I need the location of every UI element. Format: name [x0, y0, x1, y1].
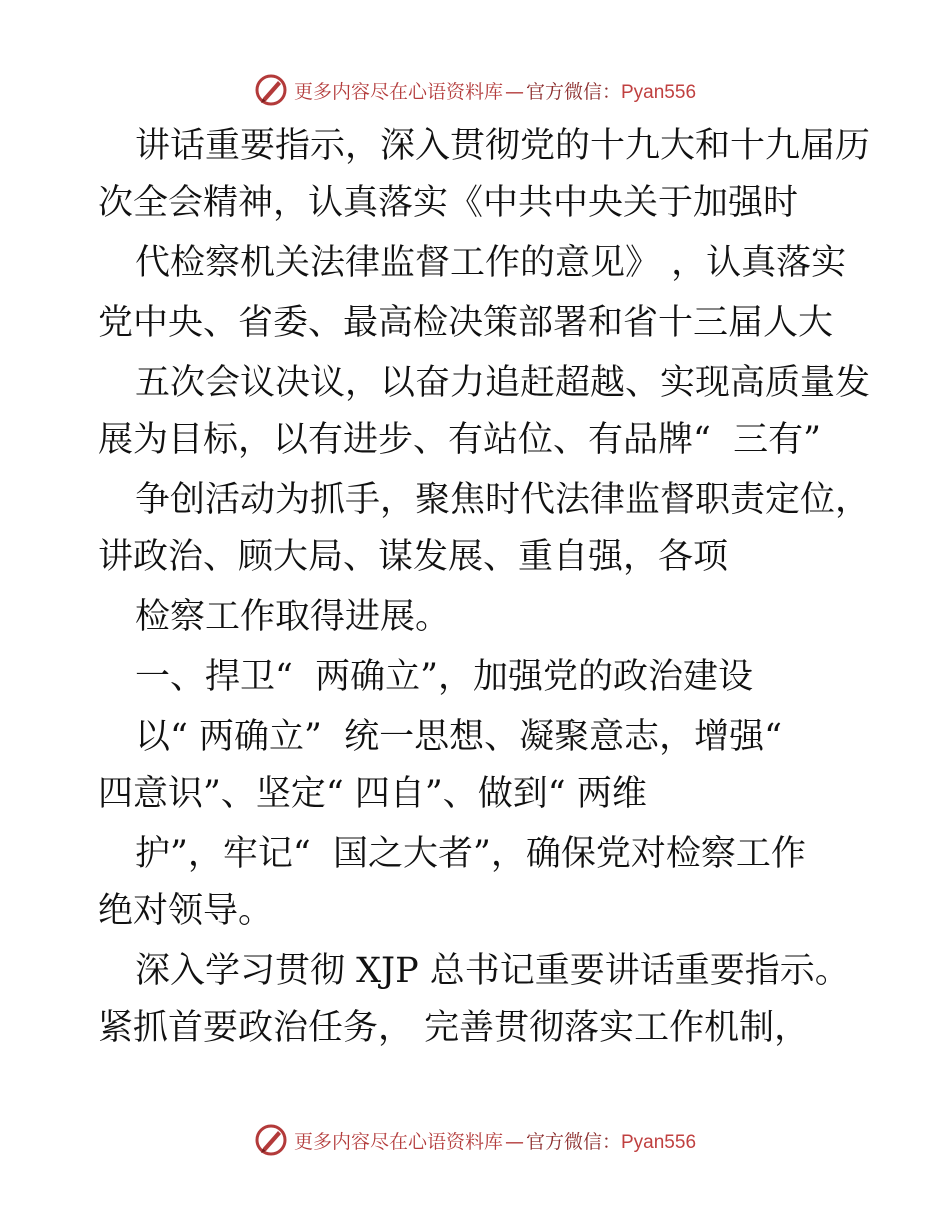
watermark-main-text: 更多内容尽在心语资料库	[293, 80, 503, 103]
body-line-4: 党中央、省委、最高检决策部署和省十三届人大	[98, 303, 834, 343]
body-line-15: 深入学习贯彻 XJP 总书记重要讲话重要指示。	[135, 951, 850, 991]
body-line-14: 绝对领导。	[98, 891, 274, 931]
watermark-separator: —	[504, 80, 524, 103]
watermark-wechat-id: Pyan556	[621, 1131, 697, 1153]
watermark-main-text: 更多内容尽在心语资料库	[293, 1130, 503, 1153]
body-line-5: 五次会议决议，以奋力追赶超越、实现高质量发	[135, 363, 871, 403]
pen-logo-icon	[254, 1123, 288, 1157]
body-line-3: 代检察机关法律监督工作的意见》 ，认真落实	[135, 243, 847, 283]
body-line-7: 争创活动为抓手，聚焦时代法律监督职责定位，	[135, 480, 871, 520]
body-line-12: 四意识”、坚定“ 四自”、做到“ 两维	[98, 774, 647, 814]
header-watermark	[0, 70, 950, 110]
watermark-separator: —	[504, 1130, 524, 1153]
body-line-16: 紧抓首要政治任务， 完善贯彻落实工作机制，	[98, 1008, 810, 1048]
body-line-9: 检察工作取得进展。	[135, 597, 451, 637]
body-line-6: 展为目标，以有进步、有站位、有品牌“ 三有”	[98, 420, 822, 460]
watermark-official-label: 官方微信：	[525, 80, 621, 103]
watermark-wechat-id: Pyan556	[621, 81, 697, 103]
body-line-11: 以“ 两确立” 统一思想、凝聚意志，增强“	[135, 717, 783, 757]
body-line-8: 讲政治、顾大局、谋发展、重自强，各项	[98, 537, 729, 577]
watermark-official-label: 官方微信：	[525, 1130, 621, 1153]
body-line-13: 护”，牢记“ 国之大者”，确保党对检察工作	[135, 834, 806, 874]
body-line-1: 讲话重要指示，深入贯彻党的十九大和十九届历	[135, 126, 871, 166]
pen-logo-icon	[254, 73, 288, 107]
body-line-2: 次全会精神，认真落实《中共中央关于加强时	[98, 183, 799, 223]
section-heading: 一、捍卫“ 两确立”，加强党的政治建设	[135, 657, 754, 697]
footer-watermark	[0, 1120, 950, 1160]
